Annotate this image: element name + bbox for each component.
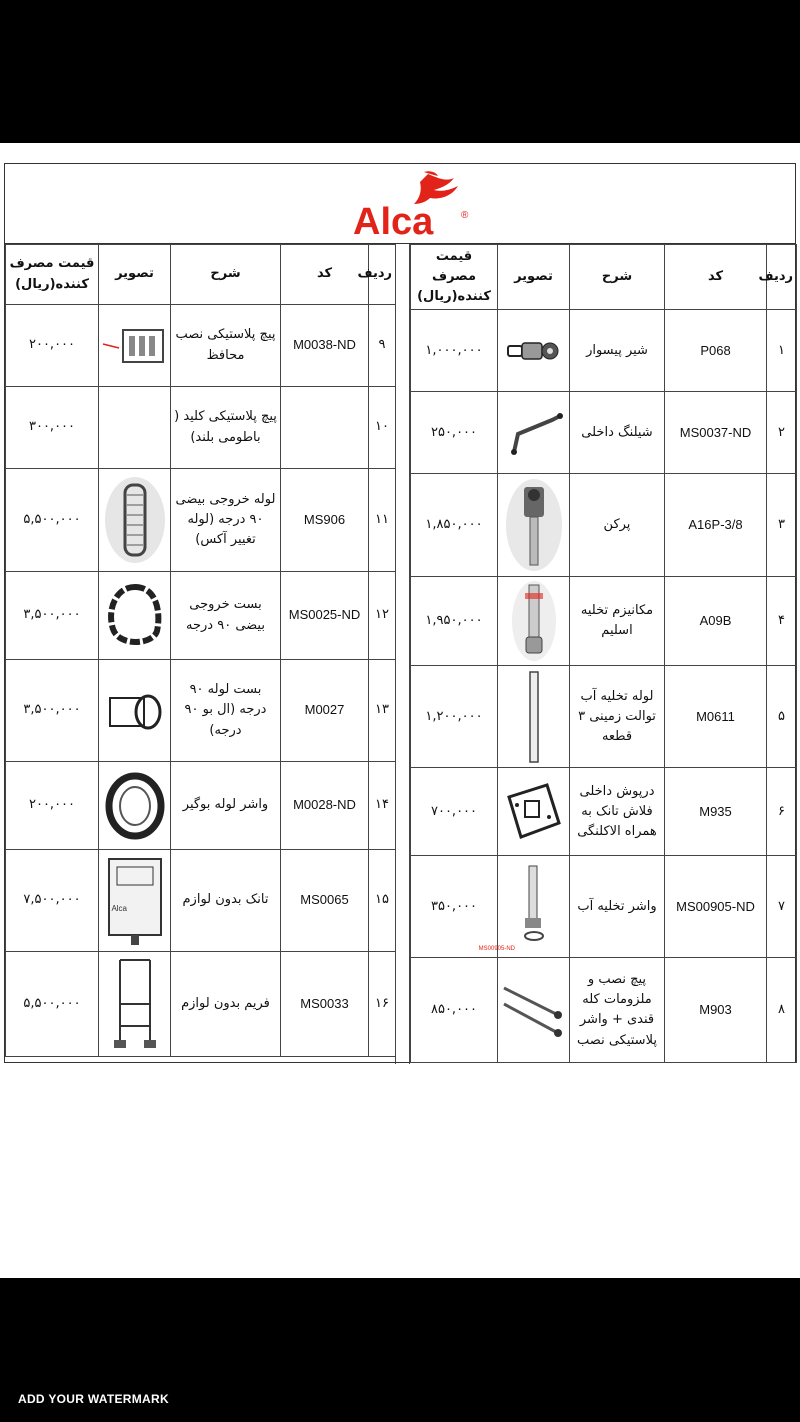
drain-washer-icon [478,862,559,952]
product-code [281,387,369,469]
table-divider [395,244,410,1064]
product-code: MS0037-ND [665,392,767,474]
product-price: ۱,۹۵۰,۰۰۰ [411,577,498,666]
product-image [478,856,570,958]
product-image [99,952,171,1057]
table-row [411,856,797,958]
table-row [6,850,396,952]
row-number: ۸ [767,958,797,1063]
product-code: M903 [665,958,767,1063]
inner-hose-icon [504,408,564,458]
row-number: ۱۰ [369,387,396,469]
product-description: بست خروجی بیضی ۹۰ درجه [171,572,281,660]
elbow-clamp-icon [104,686,166,736]
product-image [99,469,171,572]
slim-flush-mechanism-icon [509,579,559,663]
product-image [498,666,570,768]
col-row-header: ردیف [369,245,396,305]
col-price-header [6,245,99,305]
table-row [411,958,797,1063]
brand-name: Alca [353,201,434,243]
product-price: ۲۰۰,۰۰۰ [6,305,99,387]
product-price: ۷,۵۰۰,۰۰۰ [6,850,99,952]
product-image [99,572,171,660]
oval-clamp-icon [105,583,165,649]
drain-pipe-icon [524,670,544,764]
alca-logo-icon [350,168,480,243]
product-code: M0027 [281,660,369,762]
product-code: MS00905-ND [665,856,767,958]
table-row [6,660,396,762]
left-header-row [6,245,396,305]
product-price: ۳۰۰,۰۰۰ [6,387,99,469]
table-row [6,387,396,469]
product-price: ۲۵۰,۰۰۰ [411,392,498,474]
left-price-table [5,244,396,1057]
product-code: A09B [665,577,767,666]
product-description: واشر تخلیه آب [570,856,665,958]
product-price: ۱,۲۰۰,۰۰۰ [411,666,498,768]
product-image [498,768,570,856]
row-number: ۲ [767,392,797,474]
product-image [498,577,570,666]
col-description-header: شرح [570,245,665,310]
drain-washer-label: MS00905-ND [478,945,515,952]
product-price: ۵,۵۰۰,۰۰۰ [6,469,99,572]
table-row [6,952,396,1057]
row-number: ۶ [767,768,797,856]
product-description: پیچ پلاستیکی نصب محافظ [171,305,281,387]
frame-icon [110,956,160,1052]
product-description: فریم بدون لوازم [171,952,281,1057]
product-code: M935 [665,768,767,856]
table-row [6,305,396,387]
table-row [6,762,396,850]
product-image [498,392,570,474]
row-number: ۹ [369,305,396,387]
product-code: M0038-ND [281,305,369,387]
table-row [6,469,396,572]
price-header-line2: کننده(ریال) [15,276,89,292]
col-code-header: کد [665,245,767,310]
product-code: P068 [665,310,767,392]
col-price-header [411,245,498,310]
inner-cover-icon [503,781,565,843]
watermark-text: ADD YOUR WATERMARK [18,1392,169,1406]
row-number: ۱۲ [369,572,396,660]
product-price: ۵,۵۰۰,۰۰۰ [6,952,99,1057]
product-description: درپوش داخلی فلاش تانک به همراه الاکلنگی [570,768,665,856]
product-image [498,958,570,1063]
row-number: ۱ [767,310,797,392]
product-description: لوله خروجی بیضی ۹۰ درجه (لوله تغییر آکس) [171,469,281,572]
mounting-screws-icon [500,980,566,1040]
tank-icon [105,855,165,947]
col-code-header: کد [281,245,369,305]
product-code: M0028-ND [281,762,369,850]
brand-header [5,164,795,244]
product-description: پرکن [570,474,665,577]
product-code: MS0065 [281,850,369,952]
row-number: ۳ [767,474,797,577]
row-number: ۱۶ [369,952,396,1057]
price-header-line1: قیمت مصرف [431,249,477,285]
oval-outlet-pipe-icon [103,475,167,565]
right-header-row [411,245,797,310]
price-table-frame [4,163,796,1063]
product-price: ۱,۸۵۰,۰۰۰ [411,474,498,577]
row-number: ۷ [767,856,797,958]
table-row [6,572,396,660]
product-price: ۸۵۰,۰۰۰ [411,958,498,1063]
product-description: پیچ نصب و ملزومات کله قندی + واشر پلاستیکی نصب [570,958,665,1063]
table-row [411,474,797,577]
product-price: ۷۰۰,۰۰۰ [411,768,498,856]
table-row [411,666,797,768]
col-image-header: تصویر [99,245,171,305]
registered-mark: ® [461,210,469,221]
row-number: ۵ [767,666,797,768]
product-image [99,850,171,952]
product-description: بست لوله ۹۰ درجه (ال بو ۹۰ درجه) [171,660,281,762]
table-row [411,310,797,392]
row-number: ۱۵ [369,850,396,952]
pipe-washer-icon [105,773,165,839]
product-description: شیر پیسوار [570,310,665,392]
price-header-line1: قیمت مصرف [9,256,95,272]
tank-label: Alca [110,903,127,913]
product-code: M0611 [665,666,767,768]
product-price: ۳,۵۰۰,۰۰۰ [6,572,99,660]
fill-valve-icon [504,336,564,366]
price-list-sheet [0,143,800,1278]
price-header-line2: کننده(ریال) [417,289,491,305]
table-row [411,392,797,474]
product-code: MS906 [281,469,369,572]
row-number: ۴ [767,577,797,666]
product-price: ۳,۵۰۰,۰۰۰ [6,660,99,762]
product-image [99,762,171,850]
table-row [411,577,797,666]
product-code: A16P-3/8 [665,474,767,577]
product-description: لوله تخلیه آب توالت زمینی ۳ قطعه [570,666,665,768]
product-price: ۳۵۰,۰۰۰ [411,856,498,958]
product-description: مکانیزم تخلیه اسلیم [570,577,665,666]
row-number: ۱۱ [369,469,396,572]
product-price: ۲۰۰,۰۰۰ [6,762,99,850]
product-description: شیلنگ داخلی [570,392,665,474]
product-code: MS0025-ND [281,572,369,660]
table-row [411,768,797,856]
product-image [99,660,171,762]
product-description: واشر لوله بوگیر [171,762,281,850]
right-price-table [410,244,797,1063]
product-price: ۱,۰۰۰,۰۰۰ [411,310,498,392]
product-description: پیچ پلاستیکی کلید ( باطومی بلند) [171,387,281,469]
col-row-header: ردیف [767,245,797,310]
filler-valve-icon [504,477,564,573]
row-number: ۱۳ [369,660,396,762]
col-description-header: شرح [171,245,281,305]
product-image [99,305,171,387]
row-number: ۱۴ [369,762,396,850]
product-code: MS0033 [281,952,369,1057]
product-description: تانک بدون لوازم [171,850,281,952]
product-image [498,474,570,577]
protector-screw-icon [101,324,167,368]
product-image [498,310,570,392]
product-image [99,387,171,469]
col-image-header: تصویر [498,245,570,310]
